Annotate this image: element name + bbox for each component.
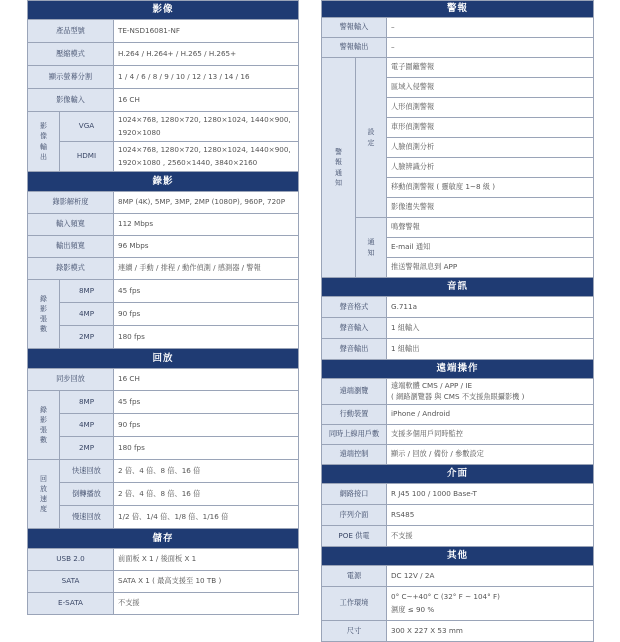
record-fps-group-label: 錄 影 張 數: [28, 280, 60, 349]
section-storage-title: 儲存: [28, 529, 299, 549]
record-fps-value: 45 fps: [114, 280, 299, 303]
playback-speed-label: 慢速回放: [60, 506, 114, 529]
alarm-setting-item: 車形偵測警報: [387, 118, 594, 138]
hdmi-label: HDMI: [60, 142, 114, 172]
spec-right-column: [321, 0, 594, 642]
section-video-title: 影像: [28, 1, 299, 20]
network-port-value: R J45 100 / 1000 Base-T: [387, 484, 594, 505]
playback-fps-res: 4MP: [60, 414, 114, 437]
serial-interface-value: RS485: [387, 505, 594, 526]
audio-format-value: G.711a: [387, 297, 594, 318]
audio-input-value: 1 組輸入: [387, 318, 594, 339]
alarm-setting-item: 區域入侵警報: [387, 78, 594, 98]
compression-label: 壓縮模式: [28, 43, 114, 66]
record-resolution-value: 8MP (4K), 5MP, 3MP, 2MP (1080P), 960P, 720P: [114, 192, 299, 214]
audio-output-label: 聲音輸出: [322, 339, 387, 360]
remote-browse-value: 遠端軟體 CMS / APP / IE ( 網路瀏覽器 與 CMS 不支援魚眼攝影機 ): [387, 379, 594, 405]
serial-interface-label: 序列介面: [322, 505, 387, 526]
alarm-setting-item: 影像遺失警報: [387, 198, 594, 218]
section-playback-title: 回放: [28, 349, 299, 369]
remote-control-label: 遠端控制: [322, 445, 387, 465]
power-value: DC 12V / 2A: [387, 566, 594, 587]
compression-value: H.264 / H.264+ / H.265 / H.265+: [114, 43, 299, 66]
concurrent-users-label: 同時上線用戶數: [322, 425, 387, 445]
screen-split-value: 1 / 4 / 6 / 8 / 9 / 10 / 12 / 13 / 14 / 16: [114, 66, 299, 89]
video-input-label: 影像輸入: [28, 89, 114, 112]
section-other-title: 其他: [322, 547, 594, 566]
audio-output-value: 1 組輸出: [387, 339, 594, 360]
poe-value: 不支援: [387, 526, 594, 547]
mobile-device-label: 行動裝置: [322, 405, 387, 425]
esata-value: 不支援: [114, 593, 299, 615]
alarm-notify-item: 鳴聲警報: [387, 218, 594, 238]
playback-fps-value: 180 fps: [114, 437, 299, 460]
playback-speed-label: 倒轉播放: [60, 483, 114, 506]
playback-fps-res: 8MP: [60, 391, 114, 414]
hdmi-value: 1024×768, 1280×720, 1280×1024, 1440×900, 1920×1080 , 2560×1440, 3840×2160: [114, 142, 299, 172]
remote-control-value: 顯示 / 回放 / 備份 / 參數設定: [387, 445, 594, 465]
alarm-setting-item: 電子圍籬警報: [387, 58, 594, 78]
concurrent-users-value: 支援多個用戶同時監控: [387, 425, 594, 445]
playback-fps-res: 2MP: [60, 437, 114, 460]
alarm-input-label: 警報輸入: [322, 18, 387, 38]
poe-label: POE 供電: [322, 526, 387, 547]
screen-split-label: 顯示螢幕分割: [28, 66, 114, 89]
model-label: 產品型號: [28, 20, 114, 43]
usb-label: USB 2.0: [28, 549, 114, 571]
environment-label: 工作環境: [322, 587, 387, 621]
playback-speed-value: 1/2 倍、1/4 倍、1/8 倍、1/16 倍: [114, 506, 299, 529]
input-bandwidth-value: 112 Mbps: [114, 214, 299, 236]
record-fps-value: 90 fps: [114, 303, 299, 326]
section-record-title: 錄影: [28, 172, 299, 192]
alarm-setting-item: 人臉偵測分析: [387, 138, 594, 158]
record-fps-res: 8MP: [60, 280, 114, 303]
sata-label: SATA: [28, 571, 114, 593]
input-bandwidth-label: 輸入頻寬: [28, 214, 114, 236]
vga-value: 1024×768, 1280×720, 1280×1024, 1440×900, 1920×1080: [114, 112, 299, 142]
esata-label: E-SATA: [28, 593, 114, 615]
alarm-input-value: –: [387, 18, 594, 38]
playback-speed-group-label: 回 放 速 度: [28, 460, 60, 529]
playback-speed-value: 2 倍、4 倍、8 倍、16 倍: [114, 483, 299, 506]
record-resolution-label: 錄影解析度: [28, 192, 114, 214]
record-fps-value: 180 fps: [114, 326, 299, 349]
output-bandwidth-label: 輸出頻寬: [28, 236, 114, 258]
record-fps-res: 2MP: [60, 326, 114, 349]
power-label: 電源: [322, 566, 387, 587]
video-input-value: 16 CH: [114, 89, 299, 112]
network-port-label: 網路接口: [322, 484, 387, 505]
video-output-group-label: 影 像 輸 出: [28, 112, 60, 172]
audio-input-label: 聲音輸入: [322, 318, 387, 339]
spec-left-column: [27, 0, 299, 615]
spec-table-left: [27, 0, 299, 615]
alarm-settings-group-label: 設 定: [356, 58, 387, 218]
usb-value: 前面板 X 1 / 後面板 X 1: [114, 549, 299, 571]
audio-format-label: 聲音格式: [322, 297, 387, 318]
mobile-device-value: iPhone / Android: [387, 405, 594, 425]
sync-playback-label: 同步回放: [28, 369, 114, 391]
dimensions-value: 300 X 227 X 53 mm: [387, 621, 594, 642]
vga-label: VGA: [60, 112, 114, 142]
alarm-setting-item: 人形偵測警報: [387, 98, 594, 118]
playback-speed-value: 2 倍、4 倍、8 倍、16 倍: [114, 460, 299, 483]
playback-speed-label: 快速回放: [60, 460, 114, 483]
playback-fps-group-label: 錄 影 張 數: [28, 391, 60, 460]
model-value: TE-NSD16081-NF: [114, 20, 299, 43]
environment-value: 0° C~+40° C (32° F ~ 104° F) 濕度 ≤ 90 %: [387, 587, 594, 621]
spec-table-right: [321, 0, 594, 642]
remote-browse-label: 遠端瀏覽: [322, 379, 387, 405]
alarm-setting-item: 人臉辨識分析: [387, 158, 594, 178]
record-mode-label: 錄影模式: [28, 258, 114, 280]
alarm-notify-item: 推送警報訊息到 APP: [387, 258, 594, 278]
section-audio-title: 音訊: [322, 278, 594, 297]
alarm-setting-item: 移動偵測警報 ( 靈敏度 1~8 級 ): [387, 178, 594, 198]
section-interface-title: 介面: [322, 465, 594, 484]
alarm-notify-group-label: 警 報 通 知: [322, 58, 356, 278]
alarm-output-label: 警報輸出: [322, 38, 387, 58]
sync-playback-value: 16 CH: [114, 369, 299, 391]
alarm-notify-method-group-label: 通 知: [356, 218, 387, 278]
dimensions-label: 尺寸: [322, 621, 387, 642]
output-bandwidth-value: 96 Mbps: [114, 236, 299, 258]
playback-fps-value: 45 fps: [114, 391, 299, 414]
record-fps-res: 4MP: [60, 303, 114, 326]
sata-value: SATA X 1 ( 最高支援至 10 TB ): [114, 571, 299, 593]
section-alarm-title: 警報: [322, 1, 594, 18]
alarm-output-value: –: [387, 38, 594, 58]
playback-fps-value: 90 fps: [114, 414, 299, 437]
alarm-notify-item: E-mail 通知: [387, 238, 594, 258]
section-remote-title: 遠端操作: [322, 360, 594, 379]
record-mode-value: 連續 / 手動 / 排程 / 動作偵測 / 感測器 / 警報: [114, 258, 299, 280]
